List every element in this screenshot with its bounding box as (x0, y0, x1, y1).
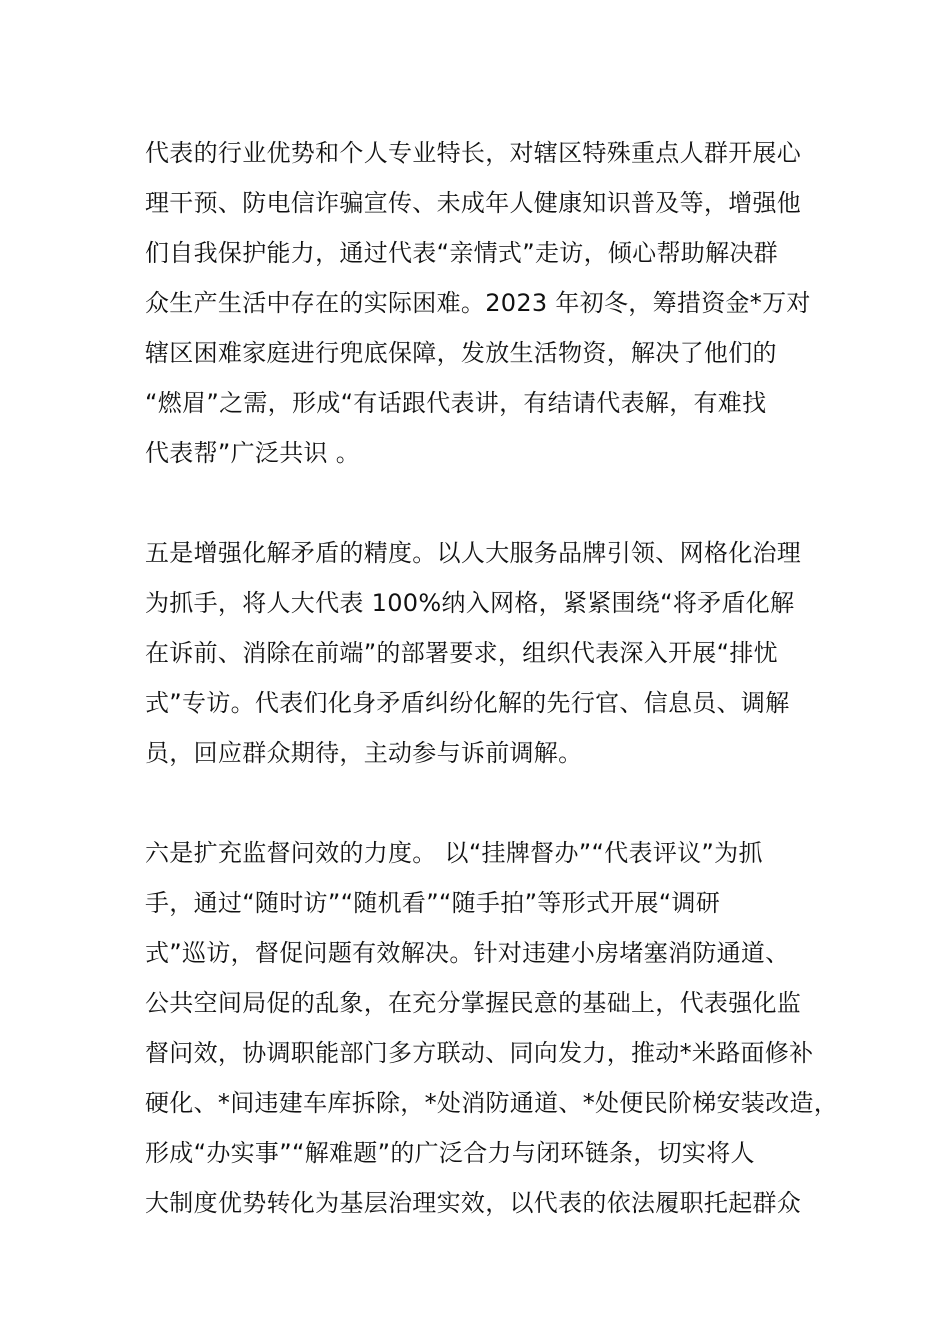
text-line: 手，通过“随时访”“随机看”“随手拍”等形式开展“调研 (145, 889, 721, 917)
document-body (145, 128, 838, 1278)
text-line: 六是扩充监督问效的力度。 以“挂牌督办”“代表评议”为抓 (145, 839, 763, 867)
text-line: 们自我保护能力，通过代表“亲情式”走访，倾心帮助解决群 (145, 239, 778, 267)
text-line: 理干预、防电信诈骗宣传、未成年人健康知识普及等，增强他 (145, 189, 802, 217)
text-line: 式”专访。代表们化身矛盾纠纷化解的先行官、信息员、调解 (145, 689, 790, 717)
text-line: 辖区困难家庭进行兜底保障，发放生活物资，解决了他们的 (145, 339, 777, 367)
text-line: “燃眉”之需，形成“有话跟代表讲，有结请代表解，有难找 (145, 389, 767, 417)
text-line: 代表的行业优势和个人专业特长，对辖区特殊重点人群开展心 (145, 139, 802, 167)
paragraph-visiting (145, 128, 821, 478)
text-line: 硬化、*间违建车库拆除，*处消防通道、*处便民阶梯安装改造， (145, 1089, 838, 1117)
text-line: 督问效，协调职能部门多方联动、同向发力，推动*米路面修补 (145, 1039, 814, 1067)
paragraph-six-supervision (145, 828, 838, 1228)
text-line: 大制度优势转化为基层治理实效，以代表的依法履职托起群众 (145, 1189, 802, 1217)
text-line: 众生产生活中存在的实际困难。2023 年初冬，筹措资金*万对 (145, 289, 811, 317)
text-line: 式”巡访，督促问题有效解决。针对违建小房堵塞消防通道、 (145, 939, 790, 967)
text-line: 为抓手，将人大代表 100%纳入网格，紧紧围绕“将矛盾化解 (145, 589, 795, 617)
paragraph-five-conflict-resolution (145, 528, 821, 778)
text-line: 在诉前、消除在前端”的部署要求，组织代表深入开展“排忧 (145, 639, 778, 667)
text-line: 员，回应群众期待，主动参与诉前调解。 (145, 739, 583, 767)
text-line: 形成“办实事”“解难题”的广泛合力与闭环链条，切实将人 (145, 1139, 755, 1167)
text-line: 五是增强化解矛盾的精度。以人大服务品牌引领、网格化治理 (145, 539, 802, 567)
text-line: 代表帮”广泛共识 。 (145, 439, 361, 467)
text-line: 公共空间局促的乱象，在充分掌握民意的基础上，代表强化监 (145, 989, 802, 1017)
